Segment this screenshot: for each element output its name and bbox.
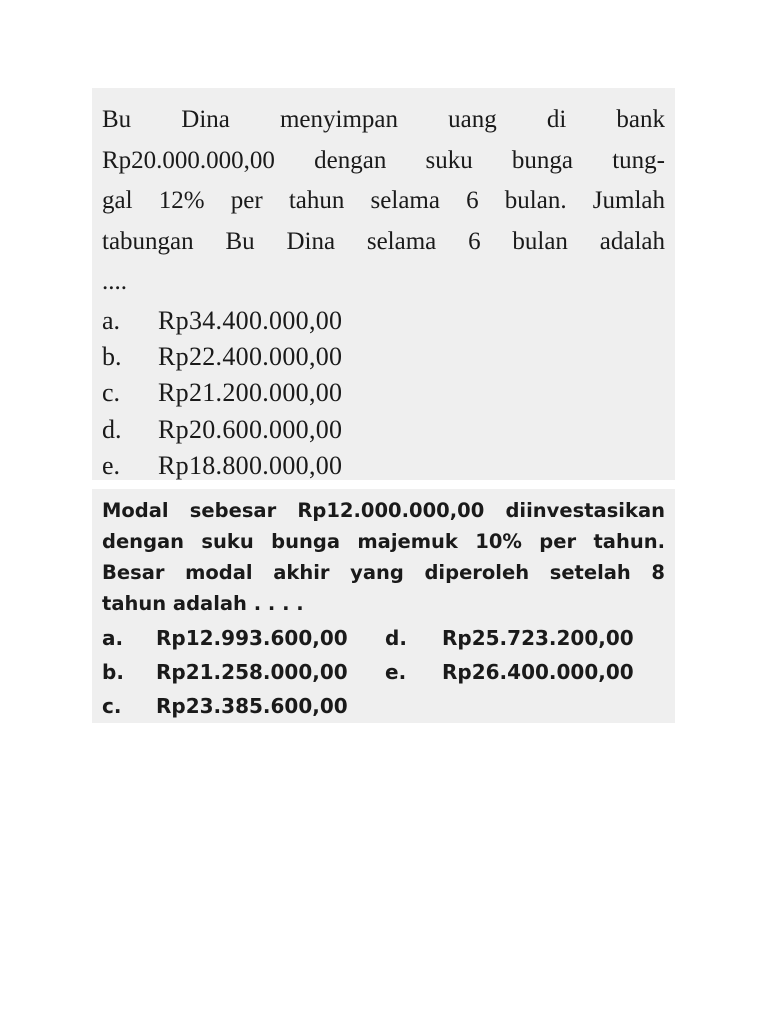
option-value: Rp23.385.600,00 xyxy=(156,694,348,718)
question-2-line: tahun adalah . . . . xyxy=(102,592,304,615)
question-2-option-b[interactable] xyxy=(102,655,385,689)
question-1-card xyxy=(92,88,675,480)
option-letter: b. xyxy=(102,660,124,684)
question-1-options xyxy=(102,303,665,485)
option-value: Rp21.200.000,00 xyxy=(158,378,343,408)
question-1-option-d[interactable] xyxy=(102,412,665,448)
option-row xyxy=(102,621,665,655)
option-value: Rp20.600.000,00 xyxy=(158,414,343,444)
question-2-option-e[interactable] xyxy=(385,655,634,689)
question-1-option-a[interactable] xyxy=(102,303,665,339)
question-2-option-c[interactable] xyxy=(102,689,385,723)
question-1-line: Rp20.000.000,00 dengan suku bunga tung- xyxy=(102,146,665,174)
option-letter: d. xyxy=(102,414,122,444)
option-letter: a. xyxy=(102,305,121,335)
option-letter: e. xyxy=(102,451,121,481)
question-1-option-c[interactable] xyxy=(102,375,665,411)
option-value: Rp12.993.600,00 xyxy=(156,626,348,650)
question-1-text xyxy=(102,100,665,303)
question-2-line: dengan suku bunga majemuk 10% per tahun. xyxy=(102,530,665,553)
question-2-text xyxy=(102,495,665,619)
option-row xyxy=(102,689,665,723)
question-2-options xyxy=(102,621,665,723)
option-value: Rp21.258.000,00 xyxy=(156,660,348,684)
question-1-option-b[interactable] xyxy=(102,339,665,375)
question-1-line: .... xyxy=(102,268,127,295)
question-1-option-e[interactable] xyxy=(102,448,665,484)
option-letter: c. xyxy=(102,378,121,408)
option-letter: b. xyxy=(102,341,122,371)
question-2-line: Modal sebesar Rp12.000.000,00 diinvestasikan xyxy=(102,499,665,522)
option-value: Rp22.400.000,00 xyxy=(158,341,343,371)
option-value: Rp18.800.000,00 xyxy=(158,451,343,481)
option-value: Rp34.400.000,00 xyxy=(158,305,343,335)
question-1-line: Bu Dina menyimpan uang di bank xyxy=(102,106,665,133)
question-1-line: gal 12% per tahun selama 6 bulan. Jumlah xyxy=(102,187,665,214)
option-row xyxy=(102,655,665,689)
question-1-line: tabungan Bu Dina selama 6 bulan adalah xyxy=(102,227,665,255)
question-2-option-d[interactable] xyxy=(385,621,634,655)
question-2-option-a[interactable] xyxy=(102,621,385,655)
question-2-card xyxy=(92,489,675,723)
option-letter: c. xyxy=(102,694,122,718)
option-value: Rp26.400.000,00 xyxy=(442,660,634,684)
option-letter: d. xyxy=(385,626,407,650)
option-letter: e. xyxy=(385,660,407,684)
option-letter: a. xyxy=(102,626,124,650)
option-value: Rp25.723.200,00 xyxy=(442,626,634,650)
question-2-line: Besar modal akhir yang diperoleh setelah 8 xyxy=(102,561,665,584)
